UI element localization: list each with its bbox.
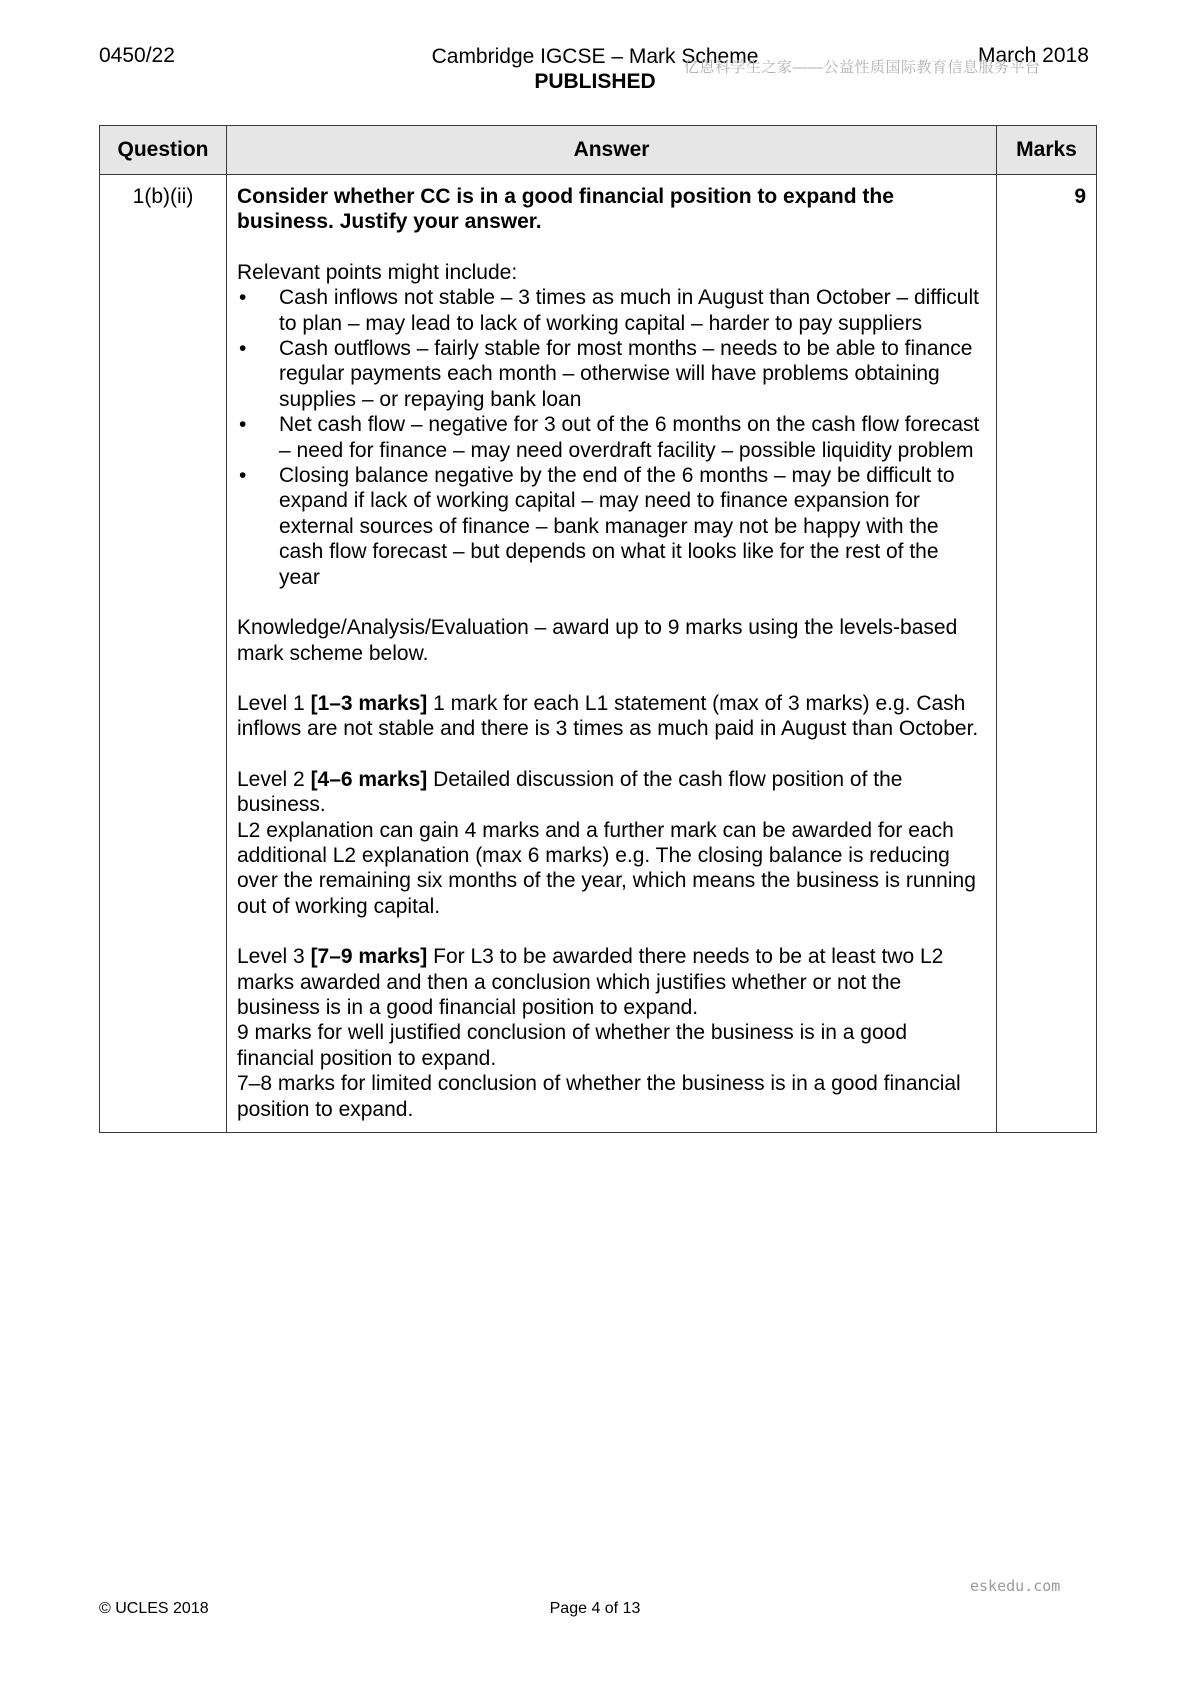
- bullet-icon: •: [239, 286, 247, 310]
- document-title: Cambridge IGCSE – Mark Scheme: [431, 45, 759, 68]
- level-3-detail-limited: 7–8 marks for limited conclusion of whether the business is in a good financial position to expand.: [237, 1072, 961, 1121]
- level-1-descriptor: Level 1 [1–3 marks] 1 mark for each L1 statement (max of 3 marks) e.g. Cash inflows are not stable and there is 3 times as much paid in August than October.: [237, 691, 979, 741]
- question-number: 1(b)(ii): [100, 175, 227, 1133]
- bullet-icon: •: [239, 413, 247, 437]
- watermark-text: 亿恩科学生之家——公益性质国际教育信息服务平台: [684, 59, 1041, 76]
- level-2-detail: L2 explanation can gain 4 marks and a further mark can be awarded for each additional L2 explanation (max 6 marks) e.g. The closing balance is reducing over the remaining six months of the year, which means the business is running out of working capital.: [237, 818, 976, 918]
- paper-code: 0450/22: [99, 44, 175, 67]
- published-label: PUBLISHED: [534, 70, 656, 93]
- copyright: © UCLES 2018: [99, 1600, 209, 1617]
- column-header-marks: Marks: [997, 126, 1097, 175]
- points-intro: Relevant points might include:: [237, 260, 518, 284]
- level-3-detail-full: 9 marks for well justified conclusion of whether the business is in a good financial position to expand.: [237, 1021, 908, 1070]
- relevant-points-list: [237, 285, 984, 590]
- mark-scheme-table: [99, 125, 1097, 1133]
- exam-date: March 2018: [978, 44, 1089, 67]
- table-row: [100, 175, 1097, 1133]
- question-prompt: Consider whether CC is in a good financial position to expand the business. Justify your answer.: [237, 185, 894, 234]
- answer-cell: [227, 175, 997, 1133]
- column-header-question: Question: [100, 126, 227, 175]
- site-logo: eskedu.com: [970, 1577, 1061, 1595]
- list-item: • Cash inflows not stable – 3 times as much in August than October – difficult to plan – may lead to lack of working capital – harder to pay suppliers: [239, 286, 979, 335]
- level-3-descriptor: Level 3 [7–9 marks] For L3 to be awarded there needs to be at least two L2 marks awarded and then a conclusion which justifies whether or not the business is in a good financial position to expand. 9 marks for well justified conclusion of whether the business is in a good financial position to expand. 7–8 marks for limited conclusion of whether the business is in a good financial position to expand.: [237, 944, 984, 1122]
- list-item: • Closing balance negative by the end of the 6 months – may be difficult to expand if lack of working capital – may need to finance expansion for external sources of finance – bank manager may not be happy with the cash flow forecast – but depends on what it looks like for the rest of the year: [239, 464, 955, 589]
- marks-value: 9: [997, 175, 1097, 1133]
- bullet-icon: •: [239, 464, 247, 488]
- bullet-icon: •: [239, 337, 247, 361]
- page-number: Page 4 of 13: [549, 1600, 641, 1617]
- column-header-answer: Answer: [227, 126, 997, 175]
- kae-statement: Knowledge/Analysis/Evaluation – award up to 9 marks using the levels-based mark scheme below.: [237, 616, 958, 665]
- level-2-descriptor: Level 2 [4–6 marks] Detailed discussion of the cash flow position of the business. L2 explanation can gain 4 marks and a further mark can be awarded for each additional L2 explanation (max 6 marks) e.g. The closing balance is reducing over the remaining six months of the year, which means the business is running out of working capital.: [237, 767, 984, 919]
- list-item: • Cash outflows – fairly stable for most months – needs to be able to finance regular payments each month – otherwise will have problems obtaining supplies – or repaying bank loan: [239, 337, 973, 411]
- table-header-row: [100, 126, 1097, 175]
- list-item: • Net cash flow – negative for 3 out of the 6 months on the cash flow forecast – need for finance – may need overdraft facility – possible liquidity problem: [239, 413, 980, 462]
